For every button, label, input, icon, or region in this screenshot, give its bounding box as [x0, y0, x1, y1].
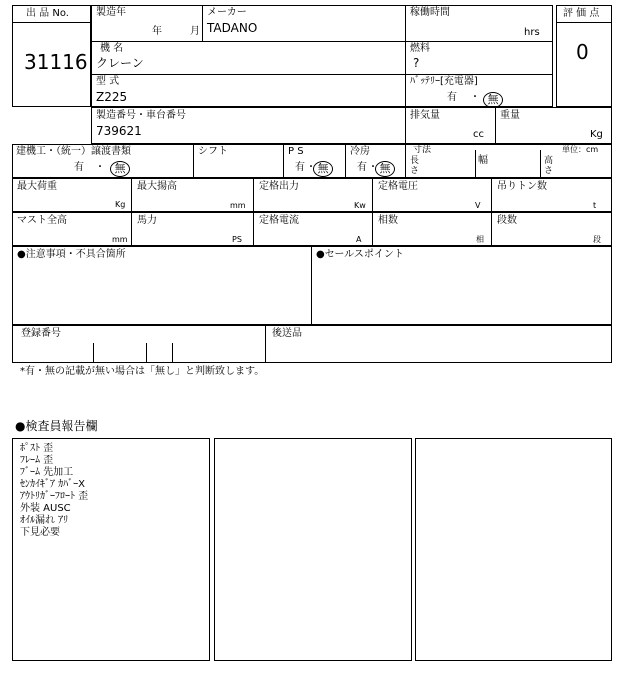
- battery-separator: ・: [470, 92, 480, 103]
- cooling-yes: 有: [357, 162, 367, 173]
- battery-yes: 有: [447, 92, 457, 103]
- rated-voltage-label: 定格電圧: [378, 181, 418, 192]
- mast-unit: mm: [112, 235, 128, 244]
- inspection-line: ｱｳﾄﾘｶﾞｰﾌﾛｰﾄ 歪: [20, 491, 89, 502]
- sales-label: ●セールスポイント: [316, 249, 404, 260]
- hours-unit: hrs: [524, 27, 540, 38]
- inspection-title: ●検査員報告欄: [15, 419, 98, 433]
- height-label: 高さ: [544, 156, 554, 176]
- ps-yes: 有: [295, 162, 305, 173]
- maker-value: TADANO: [207, 21, 258, 35]
- defects-label: ●注意事項・不具合箇所: [17, 249, 126, 260]
- steps-label: 段数: [497, 215, 517, 226]
- rated-voltage-unit: V: [475, 201, 481, 210]
- ps-none-circled: 無: [313, 161, 333, 177]
- serial-value: 739621: [96, 124, 142, 138]
- cooling-none-circled: 無: [375, 161, 395, 177]
- fuel-label: 燃料: [410, 43, 430, 54]
- length-label: 長さ: [410, 156, 420, 176]
- rating-value: 0: [576, 40, 589, 64]
- month-unit: 月: [190, 26, 200, 37]
- mast-label: マスト全高: [17, 215, 67, 226]
- shift-label: シフト: [198, 146, 228, 157]
- transfer-label: 建機工・（統一）譲渡書類: [16, 146, 131, 157]
- hours-label: 稼働時間: [410, 7, 450, 18]
- transfer-separator: ・: [95, 162, 105, 173]
- transfer-yes: 有: [74, 162, 84, 173]
- horsepower-label: 馬力: [137, 215, 157, 226]
- model-value: Z225: [96, 90, 128, 104]
- serial-label: 製造番号・車台番号: [96, 110, 186, 121]
- rating-label: 評 価 点: [563, 8, 600, 19]
- inspection-line: ﾎﾟｽﾄ 歪: [20, 443, 54, 454]
- horsepower-unit: PS: [232, 235, 242, 244]
- lot-number: 31116: [24, 50, 88, 74]
- fuel-value: ?: [413, 56, 420, 70]
- inspection-line: 外装 AUSC: [20, 503, 71, 514]
- rated-current-unit: A: [356, 235, 362, 244]
- inspection-line: 下見必要: [20, 527, 60, 538]
- cooling-label: 冷房: [350, 146, 370, 157]
- inspection-line: ﾌﾞｰﾑ 先加工: [20, 467, 74, 478]
- phase-label: 相数: [378, 215, 398, 226]
- width-label: 幅: [478, 155, 488, 166]
- phase-unit: 相: [476, 235, 484, 244]
- displacement-label: 排気量: [410, 110, 440, 121]
- inspection-line: ﾌﾚｰﾑ 歪: [20, 455, 54, 466]
- steps-unit: 段: [593, 235, 601, 244]
- name-label: 機 名: [100, 43, 124, 54]
- inspection-line: ｾﾝｶｲｷﾞｱ ｶﾊﾞｰX: [20, 479, 86, 490]
- transfer-none-circled: 無: [110, 161, 130, 177]
- rated-output-unit: Kw: [354, 201, 366, 210]
- registration-box: [12, 325, 612, 363]
- max-load-label: 最大荷重: [17, 181, 57, 192]
- ps-label: P S: [288, 146, 304, 157]
- rated-output-label: 定格出力: [259, 181, 299, 192]
- weight-unit: Kg: [590, 129, 603, 140]
- inspection-box-3: [415, 438, 612, 661]
- battery-label: ﾊﾞｯﾃﾘｰ[充電器]: [410, 76, 478, 87]
- weight-label: 重量: [500, 110, 520, 121]
- rated-current-label: 定格電流: [259, 215, 299, 226]
- year-label: 製造年: [96, 7, 126, 18]
- lot-number-label: 出 品 No.: [26, 8, 69, 19]
- max-load-unit: Kg: [115, 200, 126, 209]
- cooling-separator: ・: [368, 162, 378, 173]
- year-unit: 年: [152, 26, 162, 37]
- footnote: *有・無の記載が無い場合は「無し」と判断致します。: [20, 366, 265, 377]
- displacement-unit: cc: [473, 129, 484, 140]
- dimensions-label: 寸法: [413, 145, 432, 155]
- name-value: クレーン: [96, 56, 144, 70]
- ps-separator: ・: [306, 162, 316, 173]
- dimensions-unit-note: 単位：cm: [562, 145, 599, 154]
- max-lift-label: 最大揚高: [137, 181, 177, 192]
- battery-none-circled: 無: [483, 92, 503, 108]
- max-lift-unit: mm: [230, 201, 246, 210]
- registration-label: 登録番号: [21, 328, 61, 339]
- inspection-line: ｵｲﾙ漏れ ｱﾘ: [20, 515, 69, 526]
- model-label: 型 式: [96, 76, 120, 87]
- inspection-lines: [20, 443, 88, 539]
- inspection-box-2: [214, 438, 412, 661]
- accessories-label: 後送品: [272, 328, 302, 339]
- row-mast: [12, 212, 612, 246]
- tonnage-label: 吊りトン数: [497, 181, 547, 192]
- maker-label: メーカー: [207, 7, 247, 18]
- tonnage-unit: t: [593, 201, 597, 210]
